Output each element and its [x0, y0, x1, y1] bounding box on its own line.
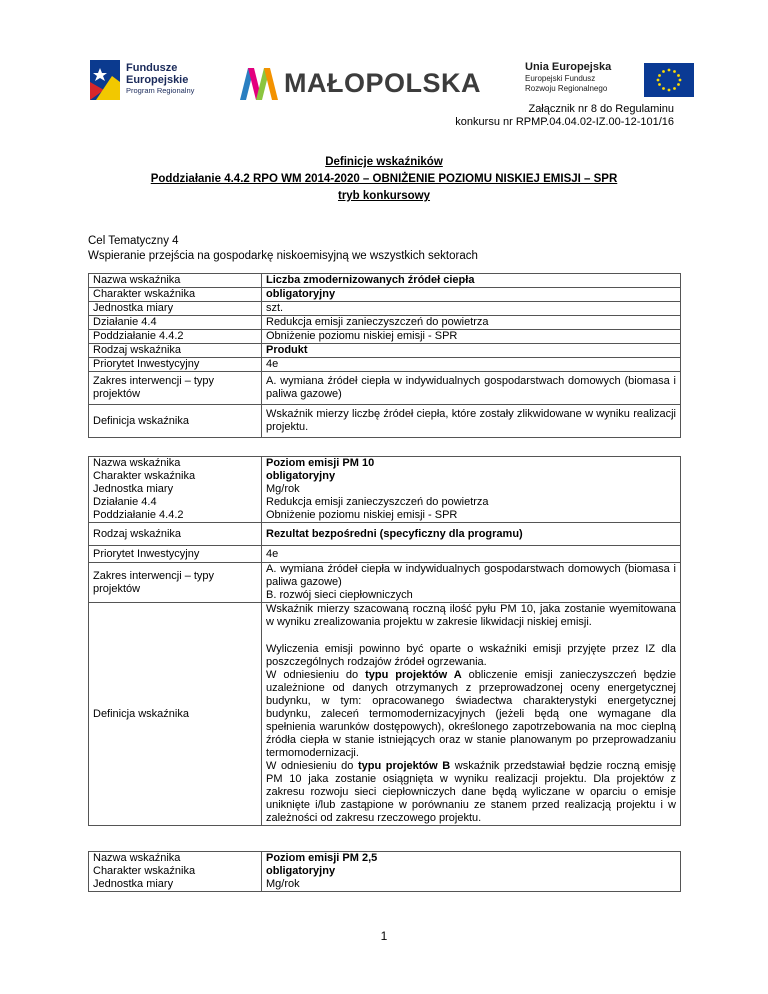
value-cell — [262, 457, 681, 523]
label-cell: Zakres interwencji – typy projektów — [89, 372, 262, 405]
value-cell: Rezultat bezpośredni (specyficzny dla programu) — [262, 523, 681, 546]
indicator-table-2 — [88, 456, 681, 826]
table-row — [89, 316, 681, 330]
value-dzialanie: Redukcja emisji zanieczyszczeń do powietrza — [266, 496, 489, 508]
label-nazwa: Nazwa wskaźnika — [93, 457, 181, 469]
malopolska-logo — [238, 64, 498, 102]
thematic-objective — [88, 234, 478, 263]
value-cell: 4e — [262, 546, 681, 563]
label-cell: Działanie 4.4 — [89, 316, 262, 330]
label-cell: Definicja wskaźnika — [89, 405, 262, 438]
table-row — [89, 330, 681, 344]
label-jednostka: Jednostka miary — [93, 878, 174, 890]
value-cell: Obniżenie poziomu niskiej emisji - SPR — [262, 330, 681, 344]
value-jednostka: Mg/rok — [266, 483, 300, 495]
page-number: 1 — [380, 929, 388, 943]
label-cell: Poddziałanie 4.4.2 — [89, 330, 262, 344]
table-row — [89, 852, 681, 892]
table-row — [89, 274, 681, 288]
ue-logo — [525, 60, 705, 106]
label-cell: Jednostka miary — [89, 302, 262, 316]
label-cell — [89, 852, 262, 892]
value-charakter: obligatoryjny — [266, 865, 336, 877]
value-cell: A. wymiana źródeł ciepła w indywidualnych gospodarstwach domowych (biomasa i paliwa gazowe) — [262, 372, 681, 405]
cel-line1: Cel Tematyczny 4 — [88, 235, 179, 247]
value-charakter: obligatoryjny — [266, 470, 336, 482]
value-poddzialanie: Obniżenie poziomu niskiej emisji - SPR — [266, 509, 458, 521]
zakres-a: A. wymiana źródeł ciepła w indywidualnych gospodarstwach domowych (biomasa i paliwa gazowe) — [266, 563, 676, 588]
table-row — [89, 344, 681, 358]
label-dzialanie: Działanie 4.4 — [93, 496, 157, 508]
value-cell — [262, 603, 681, 826]
table-row — [89, 523, 681, 546]
value-nazwa: Poziom emisji PM 10 — [266, 457, 375, 469]
value-cell — [262, 852, 681, 892]
value-cell: Wskaźnik mierzy liczbę źródeł ciepła, które zostały zlikwidowane w wyniku realizacji projektu. — [262, 405, 681, 438]
title-line2: Poddziałanie 4.4.2 RPO WM 2014-2020 – OBNIŻENIE POZIOMU NISKIEJ EMISJI – SPR — [150, 173, 618, 185]
value-cell: Produkt — [262, 344, 681, 358]
label-cell: Nazwa wskaźnika — [89, 274, 262, 288]
fe-line3: Program Regionalny — [126, 86, 195, 95]
value-cell: 4e — [262, 358, 681, 372]
fundusze-europejskie-logo — [90, 60, 240, 104]
ue-line3: Rozwoju Regionalnego — [525, 84, 608, 93]
label-charakter: Charakter wskaźnika — [93, 470, 196, 482]
title-line3: tryb konkursowy — [337, 190, 431, 202]
value-cell: obligatoryjny — [262, 288, 681, 302]
document-title — [0, 154, 768, 205]
label-cell: Rodzaj wskaźnika — [89, 523, 262, 546]
malopolska-wordmark: MAŁOPOLSKA — [284, 68, 481, 98]
fe-line1: Fundusze — [126, 62, 178, 74]
label-cell: Priorytet Inwestycyjny — [89, 358, 262, 372]
indicator-table-3 — [88, 851, 681, 892]
label-cell: Zakres interwencji – typy projektów — [89, 563, 262, 603]
annex-line2: konkursu nr RPMP.04.04.02-IZ.00-12-101/16 — [455, 116, 674, 128]
title-line1: Definicje wskaźników — [325, 156, 443, 168]
table-row — [89, 288, 681, 302]
table-row — [89, 603, 681, 826]
malopolska-emblem — [238, 64, 280, 102]
ue-line2: Europejski Fundusz — [525, 74, 596, 83]
cel-line2: Wspieranie przejścia na gospodarkę niskoemisyjną we wszystkich sektorach — [88, 249, 478, 262]
table-row — [89, 457, 681, 523]
label-poddzialanie: Poddziałanie 4.4.2 — [93, 509, 184, 521]
def-p1: Wskaźnik mierzy szacowaną roczną ilość pyłu PM 10, jaka zostanie wyemitowana w wyniku zrealizowania projektu w zakresie likwidacji niskiej emisji. — [266, 603, 676, 628]
label-cell — [89, 457, 262, 523]
label-jednostka: Jednostka miary — [93, 483, 174, 495]
label-nazwa: Nazwa wskaźnika — [93, 852, 181, 864]
value-cell — [262, 563, 681, 603]
value-nazwa: Poziom emisji PM 2,5 — [266, 852, 378, 864]
value-cell: Liczba zmodernizowanych źródeł ciepła — [262, 274, 681, 288]
label-cell: Definicja wskaźnika — [89, 603, 262, 826]
value-cell: szt. — [262, 302, 681, 316]
annex-note — [455, 103, 674, 129]
ue-line1: Unia Europejska — [525, 61, 612, 73]
table-row — [89, 405, 681, 438]
eu-flag-icon — [644, 63, 694, 97]
fe-emblem — [90, 60, 120, 100]
label-cell: Priorytet Inwestycyjny — [89, 546, 262, 563]
fe-line2: Europejskie — [126, 74, 189, 86]
table-row — [89, 546, 681, 563]
def-p2: Wyliczenia emisji powinno być oparte o wskaźniki emisji przyjęte przez IZ dla poszczególnych rodzajów źródeł ogrzewania. — [266, 643, 676, 668]
table-row — [89, 563, 681, 603]
table-row — [89, 302, 681, 316]
value-cell: Redukcja emisji zanieczyszczeń do powietrza — [262, 316, 681, 330]
indicator-table-1 — [88, 273, 681, 438]
zakres-b: B. rozwój sieci ciepłowniczych — [266, 589, 413, 601]
value-jednostka: Mg/rok — [266, 878, 300, 890]
label-cell: Charakter wskaźnika — [89, 288, 262, 302]
table-row — [89, 372, 681, 405]
label-charakter: Charakter wskaźnika — [93, 865, 196, 877]
annex-line1: Załącznik nr 8 do Regulaminu — [528, 103, 674, 115]
def-p3: W odniesieniu do typu projektów A obliczenie emisji zanieczyszczeń będzie uzależnione od danych otrzymanych z przeprowadzonej oceny energetycznej budynku, w tym: opracowanego świadectwa charakterystyki energetycznej budynku, zaleceń termomodernizacyjnych (jeżeli będą one wymagane dla spełnienia warunków dostępowych), określonego zapotrzebowania na moc cieplną źródła ciepła w stanie istniejących oraz w stanie planowanym po przeprowadzaniu termomodernizacji. — [266, 669, 676, 759]
label-cell: Rodzaj wskaźnika — [89, 344, 262, 358]
table-row — [89, 358, 681, 372]
def-p4: W odniesieniu do typu projektów B wskaźnik przedstawiał będzie roczną emisję PM 10 jaka zostanie osiągnięta w wyniku realizacji projektu. Dla projektów z zakresu rozwoju sieci ciepłowniczych dane będą wyliczane w oparciu o emisje uniknięte i/lub zastąpione w porównaniu ze stanem przed realizacją projektu i w zależności od zakresu rzeczowego projektu. — [266, 760, 676, 824]
